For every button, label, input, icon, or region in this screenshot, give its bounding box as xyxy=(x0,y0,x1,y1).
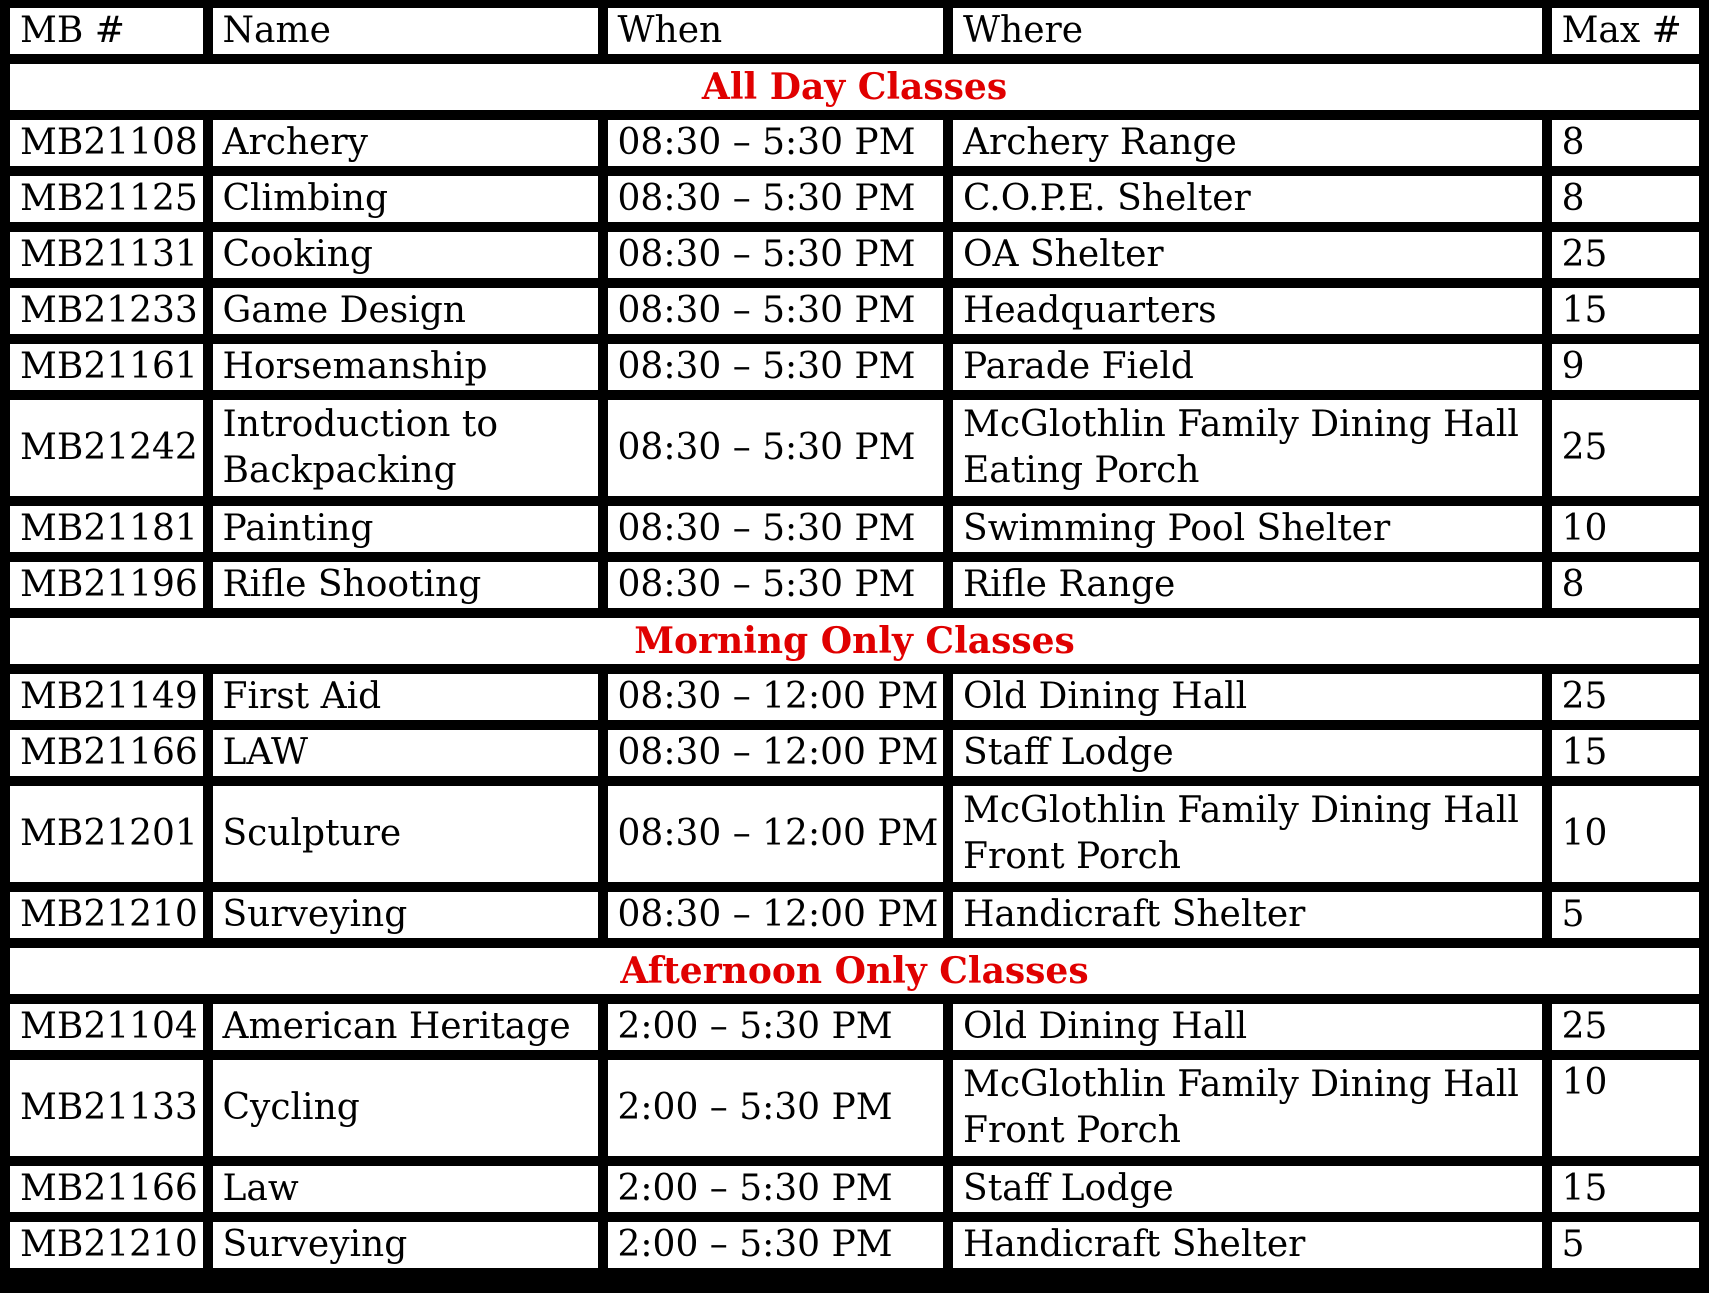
cell-where: Staff Lodge xyxy=(953,730,1542,776)
cell-where: Handicraft Shelter xyxy=(953,892,1542,938)
cell-name: Climbing xyxy=(213,176,598,222)
header-max: Max # xyxy=(1552,8,1699,54)
cell-where-line: Front Porch xyxy=(963,836,1181,877)
cell-name: American Heritage xyxy=(213,1004,598,1050)
cell-where: Archery Range xyxy=(953,120,1542,166)
cell-where xyxy=(953,400,1542,496)
cell-when: 08:30 – 5:30 PM xyxy=(608,288,944,334)
table-row xyxy=(10,1222,1699,1268)
table-row xyxy=(10,892,1699,938)
cell-mb: MB21166 xyxy=(10,730,203,776)
cell-when: 08:30 – 12:00 PM xyxy=(608,892,944,938)
cell-mb: MB21201 xyxy=(10,786,203,882)
cell-mb: MB21149 xyxy=(10,674,203,720)
cell-name xyxy=(213,400,598,496)
cell-when: 08:30 – 5:30 PM xyxy=(608,400,944,496)
cell-when: 08:30 – 5:30 PM xyxy=(608,232,944,278)
table-row xyxy=(10,232,1699,278)
cell-when: 08:30 – 12:00 PM xyxy=(608,786,944,882)
table-row xyxy=(10,506,1699,552)
header-mb: MB # xyxy=(10,8,203,54)
cell-mb: MB21161 xyxy=(10,344,203,390)
cell-name: Sculpture xyxy=(213,786,598,882)
cell-where-line: Eating Porch xyxy=(963,450,1200,491)
cell-where: Parade Field xyxy=(953,344,1542,390)
cell-max: 8 xyxy=(1552,176,1699,222)
cell-name-line: Backpacking xyxy=(222,450,457,491)
table-row xyxy=(10,562,1699,608)
cell-mb: MB21210 xyxy=(10,1222,203,1268)
header-when: When xyxy=(608,8,944,54)
cell-name: Surveying xyxy=(213,1222,598,1268)
cell-mb: MB21233 xyxy=(10,288,203,334)
table-row xyxy=(10,674,1699,720)
cell-where-line: McGlothlin Family Dining Hall xyxy=(963,404,1519,445)
cell-where: Rifle Range xyxy=(953,562,1542,608)
cell-where-line: McGlothlin Family Dining Hall xyxy=(963,1064,1519,1105)
cell-name: Law xyxy=(213,1166,598,1212)
table-row xyxy=(10,288,1699,334)
cell-name: First Aid xyxy=(213,674,598,720)
cell-when: 08:30 – 5:30 PM xyxy=(608,120,944,166)
cell-mb: MB21131 xyxy=(10,232,203,278)
cell-name: Rifle Shooting xyxy=(213,562,598,608)
cell-when: 2:00 – 5:30 PM xyxy=(608,1004,944,1050)
cell-when: 08:30 – 5:30 PM xyxy=(608,506,944,552)
cell-when: 08:30 – 12:00 PM xyxy=(608,674,944,720)
cell-where: Old Dining Hall xyxy=(953,674,1542,720)
table-row xyxy=(10,730,1699,776)
section-title-afternoon: Afternoon Only Classes xyxy=(10,948,1699,994)
table-row xyxy=(10,176,1699,222)
cell-max: 10 xyxy=(1552,506,1699,552)
cell-where: Handicraft Shelter xyxy=(953,1222,1542,1268)
cell-where xyxy=(953,786,1542,882)
cell-name: Horsemanship xyxy=(213,344,598,390)
table-row xyxy=(10,1004,1699,1050)
cell-name: Painting xyxy=(213,506,598,552)
cell-where: Swimming Pool Shelter xyxy=(953,506,1542,552)
cell-max: 10 xyxy=(1552,786,1699,882)
cell-mb: MB21181 xyxy=(10,506,203,552)
cell-when: 08:30 – 5:30 PM xyxy=(608,344,944,390)
cell-where: Headquarters xyxy=(953,288,1542,334)
cell-where: Staff Lodge xyxy=(953,1166,1542,1212)
cell-when: 08:30 – 5:30 PM xyxy=(608,562,944,608)
cell-mb: MB21210 xyxy=(10,892,203,938)
cell-max: 5 xyxy=(1552,892,1699,938)
cell-where: Old Dining Hall xyxy=(953,1004,1542,1050)
cell-mb: MB21166 xyxy=(10,1166,203,1212)
section-title-all-day: All Day Classes xyxy=(10,64,1699,110)
cell-mb: MB21125 xyxy=(10,176,203,222)
cell-where: C.O.P.E. Shelter xyxy=(953,176,1542,222)
cell-mb: MB21242 xyxy=(10,400,203,496)
cell-max: 10 xyxy=(1552,1060,1699,1156)
cell-when: 08:30 – 12:00 PM xyxy=(608,730,944,776)
cell-max: 15 xyxy=(1552,1166,1699,1212)
cell-max: 25 xyxy=(1552,232,1699,278)
table-row xyxy=(10,786,1699,882)
cell-when: 2:00 – 5:30 PM xyxy=(608,1222,944,1268)
cell-name: LAW xyxy=(213,730,598,776)
cell-when: 08:30 – 5:30 PM xyxy=(608,176,944,222)
cell-where-line: McGlothlin Family Dining Hall xyxy=(963,790,1519,831)
table-row xyxy=(10,344,1699,390)
table-row xyxy=(10,1166,1699,1212)
cell-max: 15 xyxy=(1552,730,1699,776)
cell-name: Archery xyxy=(213,120,598,166)
cell-max: 9 xyxy=(1552,344,1699,390)
cell-where xyxy=(953,1060,1542,1156)
header-row xyxy=(10,8,1699,54)
cell-max: 25 xyxy=(1552,674,1699,720)
cell-max: 25 xyxy=(1552,400,1699,496)
cell-where: OA Shelter xyxy=(953,232,1542,278)
cell-max: 8 xyxy=(1552,562,1699,608)
cell-max: 8 xyxy=(1552,120,1699,166)
cell-name: Cycling xyxy=(213,1060,598,1156)
table-row xyxy=(10,400,1699,496)
section-row xyxy=(10,64,1699,110)
table-row xyxy=(10,120,1699,166)
cell-name: Game Design xyxy=(213,288,598,334)
section-row xyxy=(10,618,1699,664)
cell-name-line: Introduction to xyxy=(222,404,499,445)
cell-name: Cooking xyxy=(213,232,598,278)
section-title-morning: Morning Only Classes xyxy=(10,618,1699,664)
table-row xyxy=(10,1060,1699,1156)
header-where: Where xyxy=(953,8,1542,54)
cell-name: Surveying xyxy=(213,892,598,938)
cell-mb: MB21108 xyxy=(10,120,203,166)
cell-mb: MB21196 xyxy=(10,562,203,608)
cell-mb: MB21104 xyxy=(10,1004,203,1050)
header-name: Name xyxy=(213,8,598,54)
cell-max: 25 xyxy=(1552,1004,1699,1050)
cell-when: 2:00 – 5:30 PM xyxy=(608,1060,944,1156)
cell-mb: MB21133 xyxy=(10,1060,203,1156)
cell-where-line: Front Porch xyxy=(963,1110,1181,1151)
section-row xyxy=(10,948,1699,994)
cell-max: 15 xyxy=(1552,288,1699,334)
cell-max: 5 xyxy=(1552,1222,1699,1268)
cell-when: 2:00 – 5:30 PM xyxy=(608,1166,944,1212)
